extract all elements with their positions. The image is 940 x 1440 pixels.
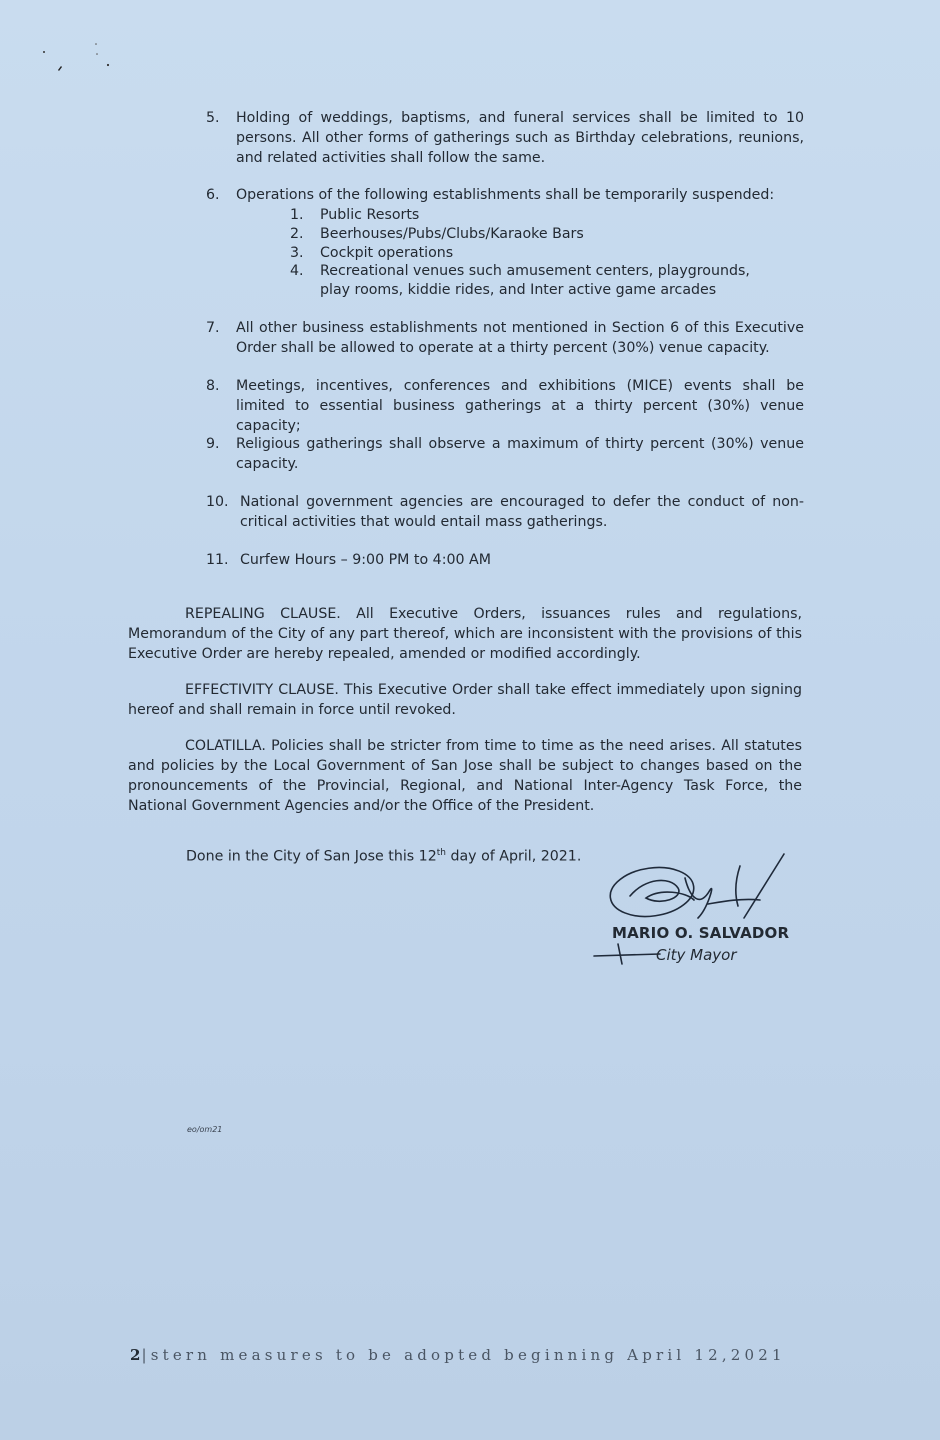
signatory-title: City Mayor	[656, 946, 737, 964]
item-6	[206, 185, 804, 205]
sub-number: 3.	[290, 245, 304, 261]
signatory-name: MARIO O. SALVADOR	[612, 924, 790, 942]
done-ordinal: th	[436, 848, 446, 858]
reference-code: eo/om21	[187, 1125, 223, 1134]
item-number: 6.	[206, 187, 220, 203]
item-text: All other business establishments not mentioned in Section 6 of this Executive Order shall be allowed to operate at a thirty percent (30%) venue capacity.	[236, 320, 804, 356]
item-number: 10.	[206, 494, 229, 510]
item-number: 9.	[206, 436, 220, 452]
suspended-item-4	[290, 262, 780, 300]
sub-number: 1.	[290, 207, 304, 223]
sub-number: 4.	[290, 263, 304, 279]
suspended-item-2	[290, 225, 790, 244]
page-footer	[130, 1346, 786, 1364]
done-suffix: day of April, 2021.	[445, 848, 582, 865]
item-9	[206, 434, 804, 474]
repealing-clause: REPEALING CLAUSE. All Executive Orders, issuances rules and regulations, Memorandum of the City of any part thereof, which are inconsistent with the provisions of this Executive Order are hereby repealed, amended or modified accordingly.	[128, 606, 802, 662]
item-7	[206, 318, 804, 358]
item-text: Operations of the following establishments shall be temporarily suspended:	[236, 187, 775, 203]
sub-text: Recreational venues such amusement centers, playgrounds, play rooms, kiddie rides, and Inter active game arcades	[320, 263, 750, 298]
effectivity-clause: EFFECTIVITY CLAUSE. This Executive Order shall take effect immediately upon signing hereof and shall remain in force until revoked.	[128, 682, 802, 718]
item-10	[206, 492, 804, 532]
done-prefix: Done in the City of San Jose this 12	[186, 848, 437, 865]
suspended-item-1	[290, 206, 790, 225]
item-text: Meetings, incentives, conferences and exhibitions (MICE) events shall be limited to essential business gatherings at a thirty percent (30%) venue capacity;	[236, 378, 804, 434]
done-line	[186, 848, 581, 865]
footer-separator: |	[141, 1346, 151, 1364]
scan-specks	[40, 40, 120, 80]
item-number: 7.	[206, 320, 220, 336]
item-text: Curfew Hours – 9:00 PM to 4:00 AM	[240, 552, 491, 568]
colatilla-clause: COLATILLA. Policies shall be stricter from time to time as the need arises. All statutes and policies by the Local Government of San Jose shall be subject to changes based on the pronouncements of the Provincial, Regional, and National Inter-Agency Task Force, the National Government Agencies and/or the Office of the President.	[128, 738, 802, 814]
sub-text: Beerhouses/Pubs/Clubs/Karaoke Bars	[320, 226, 584, 242]
item-text: Holding of weddings, baptisms, and funeral services shall be limited to 10 persons. All other forms of gatherings such as Birthday celebrations, reunions, and related activities shall follow the same.	[236, 110, 804, 166]
item-11	[206, 550, 804, 570]
page-number: 2	[130, 1346, 142, 1364]
item-number: 11.	[206, 552, 229, 568]
item-number: 8.	[206, 378, 220, 394]
item-text: National government agencies are encouraged to defer the conduct of non-critical activities that would entail mass gatherings.	[240, 494, 804, 530]
item-number: 5.	[206, 110, 220, 126]
suspended-item-3	[290, 244, 790, 263]
sub-text: Cockpit operations	[320, 245, 454, 261]
item-5	[206, 108, 804, 168]
item-8	[206, 376, 804, 436]
sub-number: 2.	[290, 226, 304, 242]
sub-text: Public Resorts	[320, 207, 420, 223]
footer-text: stern measures to be adopted beginning April 12,2021	[150, 1346, 786, 1364]
item-text: Religious gatherings shall observe a maximum of thirty percent (30%) venue capacity.	[236, 436, 804, 472]
